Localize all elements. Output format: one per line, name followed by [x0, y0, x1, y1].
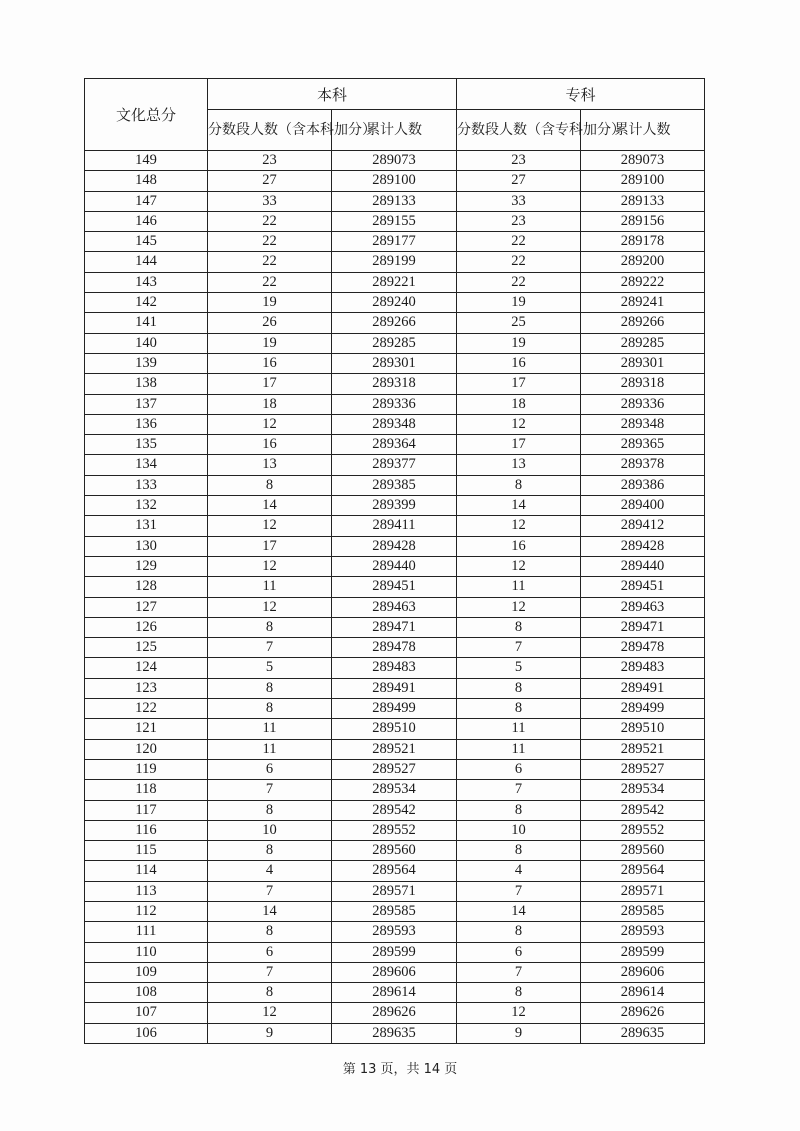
college-cumulative-cell: 289133 — [581, 191, 705, 211]
undergrad-cumulative-cell: 289606 — [332, 962, 457, 982]
college-cumulative-cell: 289614 — [581, 983, 705, 1003]
college-count-cell: 16 — [457, 353, 581, 373]
undergrad-count-cell: 8 — [208, 922, 332, 942]
undergrad-count-cell: 12 — [208, 556, 332, 576]
undergrad-count-cell: 12 — [208, 1003, 332, 1023]
table-row — [85, 922, 705, 942]
college-count-cell: 12 — [457, 1003, 581, 1023]
table-row — [85, 638, 705, 658]
college-count-cell: 6 — [457, 759, 581, 779]
score-cell: 115 — [85, 841, 208, 861]
college-count-cell: 8 — [457, 699, 581, 719]
undergrad-count-cell: 19 — [208, 293, 332, 313]
table-row — [85, 739, 705, 759]
header-college-group: 专科 — [457, 79, 705, 110]
undergrad-cumulative-cell: 289552 — [332, 820, 457, 840]
table-row — [85, 658, 705, 678]
college-count-cell: 23 — [457, 151, 581, 171]
college-count-cell: 8 — [457, 617, 581, 637]
score-cell: 148 — [85, 171, 208, 191]
undergrad-count-cell: 22 — [208, 272, 332, 292]
undergrad-cumulative-cell: 289221 — [332, 272, 457, 292]
college-cumulative-cell: 289626 — [581, 1003, 705, 1023]
table-row — [85, 151, 705, 171]
score-distribution-table — [84, 78, 705, 1044]
college-count-cell: 14 — [457, 901, 581, 921]
college-cumulative-cell: 289491 — [581, 678, 705, 698]
college-cumulative-cell: 289599 — [581, 942, 705, 962]
college-cumulative-cell: 289241 — [581, 293, 705, 313]
college-count-cell: 18 — [457, 394, 581, 414]
undergrad-cumulative-cell: 289177 — [332, 232, 457, 252]
table-row — [85, 942, 705, 962]
undergrad-count-cell: 7 — [208, 638, 332, 658]
undergrad-cumulative-cell: 289266 — [332, 313, 457, 333]
header-college-count: 分数段人数（含专科加分） — [457, 110, 581, 151]
undergrad-count-cell: 22 — [208, 232, 332, 252]
undergrad-count-cell: 8 — [208, 475, 332, 495]
college-count-cell: 7 — [457, 881, 581, 901]
college-cumulative-cell: 289318 — [581, 374, 705, 394]
undergrad-count-cell: 27 — [208, 171, 332, 191]
undergrad-cumulative-cell: 289463 — [332, 597, 457, 617]
score-cell: 107 — [85, 1003, 208, 1023]
table-row — [85, 374, 705, 394]
college-count-cell: 5 — [457, 658, 581, 678]
college-cumulative-cell: 289635 — [581, 1023, 705, 1043]
undergrad-count-cell: 5 — [208, 658, 332, 678]
undergrad-cumulative-cell: 289199 — [332, 252, 457, 272]
undergrad-count-cell: 8 — [208, 617, 332, 637]
undergrad-cumulative-cell: 289285 — [332, 333, 457, 353]
undergrad-count-cell: 12 — [208, 516, 332, 536]
college-count-cell: 27 — [457, 171, 581, 191]
college-count-cell: 10 — [457, 820, 581, 840]
college-count-cell: 7 — [457, 780, 581, 800]
header-undergrad-group: 本科 — [208, 79, 457, 110]
undergrad-cumulative-cell: 289385 — [332, 475, 457, 495]
undergrad-cumulative-cell: 289599 — [332, 942, 457, 962]
undergrad-count-cell: 12 — [208, 597, 332, 617]
college-cumulative-cell: 289463 — [581, 597, 705, 617]
undergrad-cumulative-cell: 289155 — [332, 211, 457, 231]
college-cumulative-cell: 289440 — [581, 556, 705, 576]
table-row — [85, 313, 705, 333]
undergrad-count-cell: 11 — [208, 719, 332, 739]
college-cumulative-cell: 289348 — [581, 414, 705, 434]
score-cell: 147 — [85, 191, 208, 211]
header-undergrad-count: 分数段人数（含本科加分） — [208, 110, 332, 151]
undergrad-count-cell: 7 — [208, 881, 332, 901]
college-count-cell: 19 — [457, 293, 581, 313]
table-row — [85, 333, 705, 353]
table-row — [85, 597, 705, 617]
college-count-cell: 22 — [457, 272, 581, 292]
college-count-cell: 12 — [457, 597, 581, 617]
college-count-cell: 22 — [457, 252, 581, 272]
college-count-cell: 12 — [457, 516, 581, 536]
college-count-cell: 14 — [457, 496, 581, 516]
college-cumulative-cell: 289451 — [581, 577, 705, 597]
table-row — [85, 232, 705, 252]
score-cell: 117 — [85, 800, 208, 820]
undergrad-cumulative-cell: 289411 — [332, 516, 457, 536]
table-row — [85, 394, 705, 414]
undergrad-cumulative-cell: 289499 — [332, 699, 457, 719]
table-row — [85, 901, 705, 921]
college-cumulative-cell: 289266 — [581, 313, 705, 333]
undergrad-count-cell: 18 — [208, 394, 332, 414]
college-count-cell: 13 — [457, 455, 581, 475]
undergrad-cumulative-cell: 289564 — [332, 861, 457, 881]
college-cumulative-cell: 289336 — [581, 394, 705, 414]
college-cumulative-cell: 289178 — [581, 232, 705, 252]
score-cell: 133 — [85, 475, 208, 495]
header-undergrad-cumulative: 累计人数 — [332, 110, 457, 151]
score-cell: 127 — [85, 597, 208, 617]
score-cell: 146 — [85, 211, 208, 231]
undergrad-cumulative-cell: 289635 — [332, 1023, 457, 1043]
undergrad-count-cell: 10 — [208, 820, 332, 840]
college-count-cell: 19 — [457, 333, 581, 353]
college-count-cell: 11 — [457, 739, 581, 759]
college-cumulative-cell: 289471 — [581, 617, 705, 637]
college-count-cell: 4 — [457, 861, 581, 881]
college-count-cell: 25 — [457, 313, 581, 333]
table-row — [85, 617, 705, 637]
undergrad-count-cell: 8 — [208, 841, 332, 861]
undergrad-count-cell: 7 — [208, 780, 332, 800]
undergrad-cumulative-cell: 289491 — [332, 678, 457, 698]
college-count-cell: 17 — [457, 374, 581, 394]
table-row — [85, 455, 705, 475]
score-cell: 123 — [85, 678, 208, 698]
college-cumulative-cell: 289400 — [581, 496, 705, 516]
undergrad-cumulative-cell: 289399 — [332, 496, 457, 516]
undergrad-count-cell: 12 — [208, 414, 332, 434]
table-row — [85, 881, 705, 901]
score-cell: 128 — [85, 577, 208, 597]
undergrad-count-cell: 19 — [208, 333, 332, 353]
college-cumulative-cell: 289073 — [581, 151, 705, 171]
table-row — [85, 780, 705, 800]
score-cell: 137 — [85, 394, 208, 414]
college-cumulative-cell: 289527 — [581, 759, 705, 779]
college-cumulative-cell: 289483 — [581, 658, 705, 678]
score-cell: 139 — [85, 353, 208, 373]
score-cell: 135 — [85, 435, 208, 455]
undergrad-count-cell: 8 — [208, 983, 332, 1003]
table-row — [85, 272, 705, 292]
undergrad-count-cell: 33 — [208, 191, 332, 211]
undergrad-count-cell: 14 — [208, 496, 332, 516]
table-row — [85, 496, 705, 516]
table-body — [85, 151, 705, 1044]
table-row — [85, 353, 705, 373]
college-count-cell: 7 — [457, 638, 581, 658]
college-cumulative-cell: 289585 — [581, 901, 705, 921]
college-cumulative-cell: 289534 — [581, 780, 705, 800]
score-cell: 109 — [85, 962, 208, 982]
header-college-cumulative: 累计人数 — [581, 110, 705, 151]
college-cumulative-cell: 289564 — [581, 861, 705, 881]
undergrad-count-cell: 17 — [208, 536, 332, 556]
undergrad-count-cell: 22 — [208, 252, 332, 272]
table-row — [85, 719, 705, 739]
undergrad-count-cell: 6 — [208, 942, 332, 962]
undergrad-cumulative-cell: 289451 — [332, 577, 457, 597]
undergrad-count-cell: 14 — [208, 901, 332, 921]
college-cumulative-cell: 289365 — [581, 435, 705, 455]
table-row — [85, 577, 705, 597]
score-cell: 119 — [85, 759, 208, 779]
college-cumulative-cell: 289478 — [581, 638, 705, 658]
score-cell: 138 — [85, 374, 208, 394]
undergrad-cumulative-cell: 289593 — [332, 922, 457, 942]
college-count-cell: 8 — [457, 678, 581, 698]
undergrad-count-cell: 6 — [208, 759, 332, 779]
undergrad-count-cell: 13 — [208, 455, 332, 475]
college-cumulative-cell: 289593 — [581, 922, 705, 942]
undergrad-count-cell: 22 — [208, 211, 332, 231]
college-count-cell: 11 — [457, 719, 581, 739]
score-cell: 112 — [85, 901, 208, 921]
college-cumulative-cell: 289285 — [581, 333, 705, 353]
undergrad-cumulative-cell: 289542 — [332, 800, 457, 820]
college-count-cell: 8 — [457, 841, 581, 861]
college-count-cell: 16 — [457, 536, 581, 556]
score-cell: 122 — [85, 699, 208, 719]
score-cell: 132 — [85, 496, 208, 516]
undergrad-cumulative-cell: 289428 — [332, 536, 457, 556]
table-row — [85, 841, 705, 861]
score-cell: 140 — [85, 333, 208, 353]
page-number-footer: 第 13 页，共 14 页 — [342, 1062, 458, 1077]
college-cumulative-cell: 289428 — [581, 536, 705, 556]
undergrad-cumulative-cell: 289483 — [332, 658, 457, 678]
college-cumulative-cell: 289606 — [581, 962, 705, 982]
table-row — [85, 293, 705, 313]
undergrad-cumulative-cell: 289318 — [332, 374, 457, 394]
score-cell: 141 — [85, 313, 208, 333]
table-row — [85, 1023, 705, 1043]
undergrad-count-cell: 8 — [208, 678, 332, 698]
undergrad-cumulative-cell: 289364 — [332, 435, 457, 455]
score-cell: 121 — [85, 719, 208, 739]
college-count-cell: 23 — [457, 211, 581, 231]
score-cell: 110 — [85, 942, 208, 962]
undergrad-cumulative-cell: 289585 — [332, 901, 457, 921]
table-row — [85, 475, 705, 495]
table-row — [85, 800, 705, 820]
score-cell: 145 — [85, 232, 208, 252]
table-row — [85, 962, 705, 982]
undergrad-cumulative-cell: 289510 — [332, 719, 457, 739]
score-cell: 149 — [85, 151, 208, 171]
college-count-cell: 8 — [457, 922, 581, 942]
table-row — [85, 820, 705, 840]
score-cell: 120 — [85, 739, 208, 759]
college-count-cell: 6 — [457, 942, 581, 962]
table-row — [85, 252, 705, 272]
header-row-groups — [85, 79, 705, 110]
undergrad-count-cell: 4 — [208, 861, 332, 881]
college-count-cell: 12 — [457, 556, 581, 576]
undergrad-count-cell: 7 — [208, 962, 332, 982]
undergrad-cumulative-cell: 289534 — [332, 780, 457, 800]
table-row — [85, 516, 705, 536]
college-cumulative-cell: 289542 — [581, 800, 705, 820]
undergrad-count-cell: 17 — [208, 374, 332, 394]
table-row — [85, 435, 705, 455]
table-row — [85, 699, 705, 719]
undergrad-cumulative-cell: 289440 — [332, 556, 457, 576]
college-count-cell: 12 — [457, 414, 581, 434]
college-count-cell: 7 — [457, 962, 581, 982]
undergrad-cumulative-cell: 289527 — [332, 759, 457, 779]
score-cell: 114 — [85, 861, 208, 881]
undergrad-cumulative-cell: 289521 — [332, 739, 457, 759]
college-count-cell: 8 — [457, 800, 581, 820]
college-cumulative-cell: 289552 — [581, 820, 705, 840]
score-cell: 106 — [85, 1023, 208, 1043]
undergrad-cumulative-cell: 289100 — [332, 171, 457, 191]
college-count-cell: 17 — [457, 435, 581, 455]
college-cumulative-cell: 289378 — [581, 455, 705, 475]
college-cumulative-cell: 289100 — [581, 171, 705, 191]
table-row — [85, 414, 705, 434]
score-cell: 134 — [85, 455, 208, 475]
score-cell: 129 — [85, 556, 208, 576]
score-cell: 142 — [85, 293, 208, 313]
college-cumulative-cell: 289521 — [581, 739, 705, 759]
college-count-cell: 11 — [457, 577, 581, 597]
undergrad-cumulative-cell: 289614 — [332, 983, 457, 1003]
undergrad-cumulative-cell: 289301 — [332, 353, 457, 373]
table-row — [85, 1003, 705, 1023]
header-total-score: 文化总分 — [85, 79, 208, 151]
score-cell: 116 — [85, 820, 208, 840]
undergrad-cumulative-cell: 289560 — [332, 841, 457, 861]
table-row — [85, 171, 705, 191]
college-cumulative-cell: 289560 — [581, 841, 705, 861]
table-row — [85, 759, 705, 779]
college-cumulative-cell: 289386 — [581, 475, 705, 495]
undergrad-cumulative-cell: 289133 — [332, 191, 457, 211]
score-cell: 130 — [85, 536, 208, 556]
college-cumulative-cell: 289412 — [581, 516, 705, 536]
undergrad-cumulative-cell: 289626 — [332, 1003, 457, 1023]
undergrad-cumulative-cell: 289478 — [332, 638, 457, 658]
table-row — [85, 678, 705, 698]
college-count-cell: 9 — [457, 1023, 581, 1043]
table-row — [85, 983, 705, 1003]
college-cumulative-cell: 289222 — [581, 272, 705, 292]
college-cumulative-cell: 289499 — [581, 699, 705, 719]
undergrad-cumulative-cell: 289073 — [332, 151, 457, 171]
score-cell: 113 — [85, 881, 208, 901]
score-cell: 136 — [85, 414, 208, 434]
undergrad-count-cell: 26 — [208, 313, 332, 333]
undergrad-cumulative-cell: 289240 — [332, 293, 457, 313]
score-cell: 144 — [85, 252, 208, 272]
undergrad-count-cell: 11 — [208, 577, 332, 597]
score-cell: 124 — [85, 658, 208, 678]
table-row — [85, 861, 705, 881]
undergrad-count-cell: 9 — [208, 1023, 332, 1043]
score-cell: 111 — [85, 922, 208, 942]
undergrad-cumulative-cell: 289571 — [332, 881, 457, 901]
college-count-cell: 8 — [457, 983, 581, 1003]
undergrad-count-cell: 8 — [208, 800, 332, 820]
college-count-cell: 8 — [457, 475, 581, 495]
table-row — [85, 536, 705, 556]
college-count-cell: 33 — [457, 191, 581, 211]
undergrad-count-cell: 8 — [208, 699, 332, 719]
college-cumulative-cell: 289156 — [581, 211, 705, 231]
college-cumulative-cell: 289301 — [581, 353, 705, 373]
score-cell: 143 — [85, 272, 208, 292]
undergrad-cumulative-cell: 289377 — [332, 455, 457, 475]
college-cumulative-cell: 289200 — [581, 252, 705, 272]
table-row — [85, 191, 705, 211]
score-cell: 126 — [85, 617, 208, 637]
score-cell: 108 — [85, 983, 208, 1003]
table-row — [85, 556, 705, 576]
undergrad-cumulative-cell: 289471 — [332, 617, 457, 637]
undergrad-count-cell: 16 — [208, 353, 332, 373]
undergrad-count-cell: 23 — [208, 151, 332, 171]
score-cell: 118 — [85, 780, 208, 800]
college-cumulative-cell: 289510 — [581, 719, 705, 739]
undergrad-cumulative-cell: 289336 — [332, 394, 457, 414]
undergrad-count-cell: 11 — [208, 739, 332, 759]
college-count-cell: 22 — [457, 232, 581, 252]
table-row — [85, 211, 705, 231]
undergrad-cumulative-cell: 289348 — [332, 414, 457, 434]
undergrad-count-cell: 16 — [208, 435, 332, 455]
score-cell: 125 — [85, 638, 208, 658]
score-cell: 131 — [85, 516, 208, 536]
college-cumulative-cell: 289571 — [581, 881, 705, 901]
